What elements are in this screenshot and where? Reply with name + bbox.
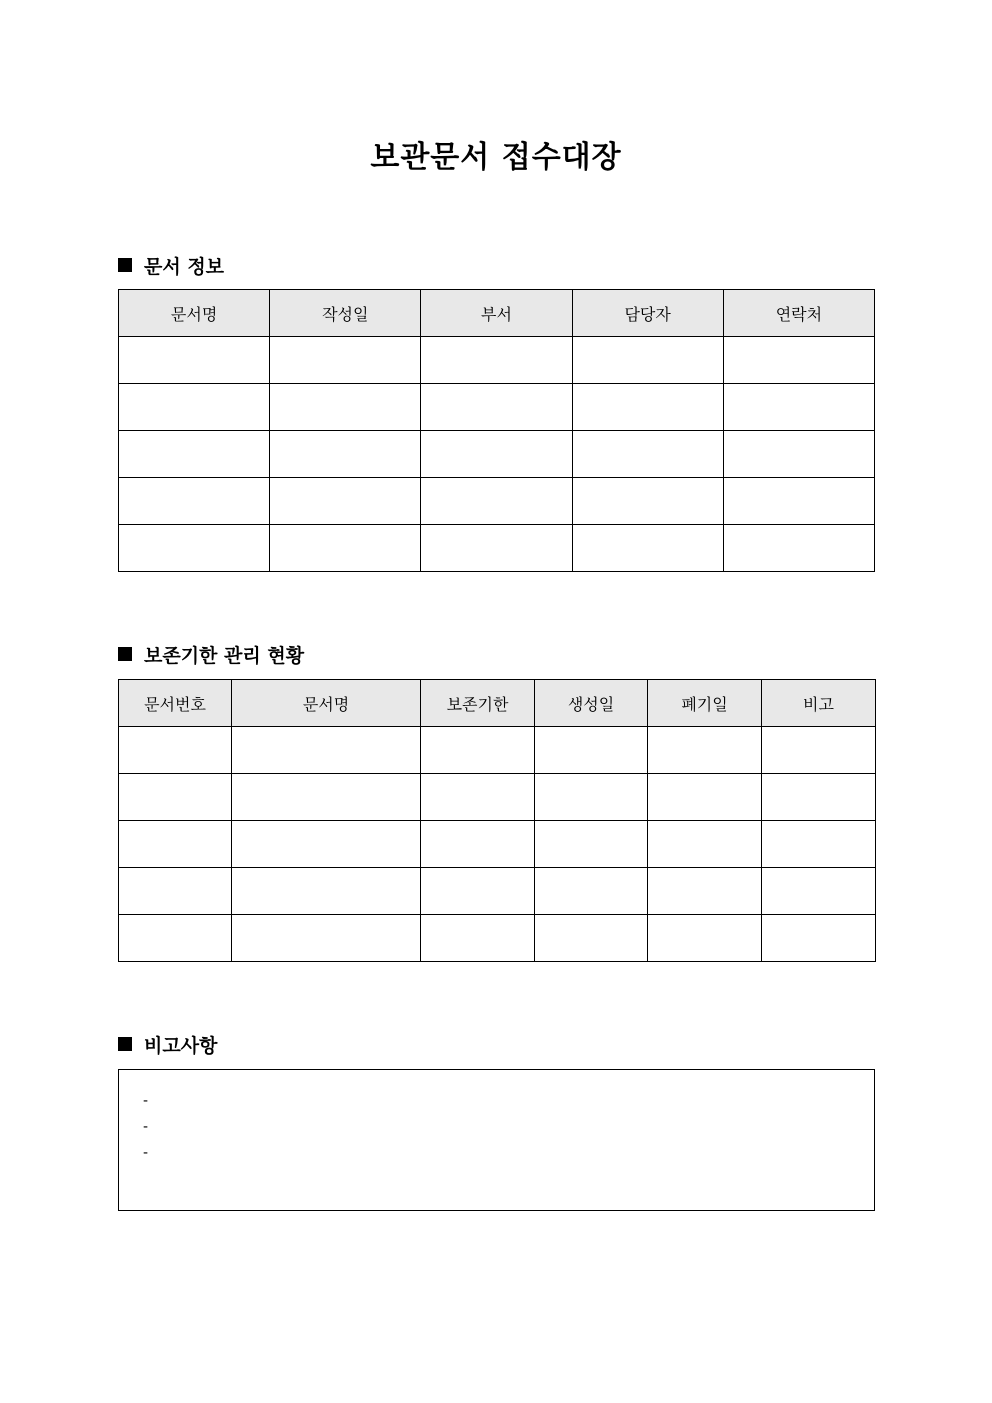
column-header-doc-name: 문서명 bbox=[232, 680, 421, 727]
table-cell[interactable] bbox=[232, 868, 421, 915]
table-cell[interactable] bbox=[119, 727, 232, 774]
retention-table bbox=[118, 679, 876, 962]
table-cell[interactable] bbox=[119, 774, 232, 821]
table-row bbox=[119, 727, 876, 774]
section-heading-doc-info bbox=[118, 251, 224, 279]
table-cell[interactable] bbox=[762, 727, 876, 774]
table-row bbox=[119, 915, 876, 962]
table-cell[interactable] bbox=[270, 384, 421, 431]
table-cell[interactable] bbox=[421, 821, 535, 868]
table-cell[interactable] bbox=[421, 727, 535, 774]
table-cell[interactable] bbox=[723, 525, 874, 572]
table-row bbox=[119, 431, 875, 478]
column-header-disposal-date: 폐기일 bbox=[648, 680, 762, 727]
table-cell[interactable] bbox=[270, 478, 421, 525]
table-cell[interactable] bbox=[270, 525, 421, 572]
table-row bbox=[119, 478, 875, 525]
table-cell[interactable] bbox=[421, 915, 535, 962]
table-cell[interactable] bbox=[572, 431, 723, 478]
table-cell[interactable] bbox=[648, 727, 762, 774]
table-cell[interactable] bbox=[648, 821, 762, 868]
section-heading-retention bbox=[118, 640, 304, 668]
table-cell[interactable] bbox=[119, 384, 270, 431]
remarks-box[interactable] bbox=[118, 1069, 875, 1211]
table-cell[interactable] bbox=[648, 774, 762, 821]
square-bullet-icon bbox=[118, 1037, 132, 1051]
table-row bbox=[119, 337, 875, 384]
table-cell[interactable] bbox=[119, 337, 270, 384]
table-header-row bbox=[119, 290, 875, 337]
table-row bbox=[119, 868, 876, 915]
table-cell[interactable] bbox=[119, 525, 270, 572]
table-cell[interactable] bbox=[421, 525, 572, 572]
table-cell[interactable] bbox=[421, 337, 572, 384]
table-cell[interactable] bbox=[535, 868, 648, 915]
remarks-list bbox=[119, 1070, 874, 1168]
column-header-created-date: 생성일 bbox=[535, 680, 648, 727]
column-header-manager: 담당자 bbox=[572, 290, 723, 337]
column-header-retention-period: 보존기한 bbox=[421, 680, 535, 727]
table-cell[interactable] bbox=[232, 774, 421, 821]
table-cell[interactable] bbox=[535, 774, 648, 821]
table-cell[interactable] bbox=[232, 727, 421, 774]
table-cell[interactable] bbox=[762, 915, 876, 962]
column-header-remarks: 비고 bbox=[762, 680, 876, 727]
table-cell[interactable] bbox=[762, 821, 876, 868]
square-bullet-icon bbox=[118, 258, 132, 272]
table-cell[interactable] bbox=[421, 478, 572, 525]
table-cell[interactable] bbox=[119, 478, 270, 525]
table-row bbox=[119, 821, 876, 868]
table-cell[interactable] bbox=[535, 727, 648, 774]
column-header-department: 부서 bbox=[421, 290, 572, 337]
section-heading-label: 비고사항 bbox=[144, 1034, 218, 1057]
list-item: - bbox=[143, 1145, 149, 1161]
table-row bbox=[119, 525, 875, 572]
table-row bbox=[119, 384, 875, 431]
table-cell[interactable] bbox=[723, 384, 874, 431]
section-heading-label: 보존기한 관리 현황 bbox=[144, 644, 305, 667]
table-cell[interactable] bbox=[723, 431, 874, 478]
table-cell[interactable] bbox=[270, 337, 421, 384]
table-cell[interactable] bbox=[119, 431, 270, 478]
table-cell[interactable] bbox=[723, 337, 874, 384]
table-cell[interactable] bbox=[270, 431, 421, 478]
column-header-created-date: 작성일 bbox=[270, 290, 421, 337]
list-item: - bbox=[143, 1119, 149, 1135]
list-item: - bbox=[143, 1093, 149, 1109]
table-cell[interactable] bbox=[762, 774, 876, 821]
table-cell[interactable] bbox=[572, 525, 723, 572]
table-cell[interactable] bbox=[421, 431, 572, 478]
table-cell[interactable] bbox=[421, 774, 535, 821]
table-header-row bbox=[119, 680, 876, 727]
table-cell[interactable] bbox=[572, 478, 723, 525]
doc-info-table bbox=[118, 289, 875, 572]
table-cell[interactable] bbox=[535, 821, 648, 868]
table-cell[interactable] bbox=[723, 478, 874, 525]
document-title: 보관문서 접수대장 bbox=[370, 140, 622, 175]
section-heading-label: 문서 정보 bbox=[144, 255, 225, 278]
table-cell[interactable] bbox=[232, 821, 421, 868]
table-cell[interactable] bbox=[572, 384, 723, 431]
table-cell[interactable] bbox=[119, 868, 232, 915]
square-bullet-icon bbox=[118, 647, 132, 661]
table-row bbox=[119, 774, 876, 821]
table-cell[interactable] bbox=[119, 821, 232, 868]
table-cell[interactable] bbox=[421, 868, 535, 915]
table-cell[interactable] bbox=[648, 868, 762, 915]
table-cell[interactable] bbox=[232, 915, 421, 962]
table-cell[interactable] bbox=[421, 384, 572, 431]
column-header-contact: 연락처 bbox=[723, 290, 874, 337]
column-header-doc-number: 문서번호 bbox=[119, 680, 232, 727]
table-cell[interactable] bbox=[572, 337, 723, 384]
table-cell[interactable] bbox=[119, 915, 232, 962]
column-header-doc-name: 문서명 bbox=[119, 290, 270, 337]
table-cell[interactable] bbox=[648, 915, 762, 962]
table-cell[interactable] bbox=[535, 915, 648, 962]
table-cell[interactable] bbox=[762, 868, 876, 915]
section-heading-remarks bbox=[118, 1030, 217, 1058]
